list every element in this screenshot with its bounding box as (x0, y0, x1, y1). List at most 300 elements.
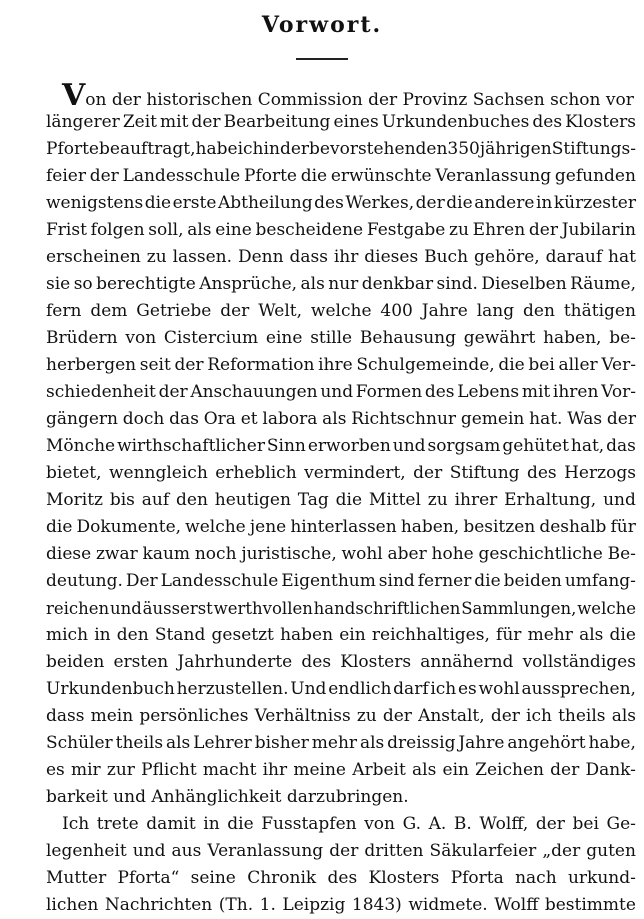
word: darauf (545, 247, 603, 267)
word: der (382, 706, 412, 726)
word: erworben (307, 436, 391, 456)
word: vollständiges (522, 652, 636, 672)
word: bei (572, 814, 599, 834)
text-line (46, 244, 636, 271)
word: angehört (507, 733, 586, 753)
word: des (526, 463, 557, 483)
word: mich (46, 625, 89, 645)
word: Vor- (601, 382, 636, 402)
word: Verhältniss (254, 706, 351, 726)
word: Formen (355, 382, 423, 402)
word: noch (194, 544, 237, 564)
page-title: Vorwort. (261, 12, 383, 38)
word: dass (289, 247, 328, 267)
word: hat. (529, 409, 563, 429)
word: ihren (552, 382, 599, 402)
word: thätigen (563, 301, 636, 321)
word: zwar (95, 544, 138, 564)
word: zu (146, 247, 167, 267)
word: beiden (503, 571, 562, 591)
word: sie (46, 274, 71, 294)
text-line (46, 838, 636, 865)
text-line (46, 352, 636, 379)
word: Landesschule (122, 166, 241, 186)
word: Mönche (46, 436, 116, 456)
word: der (174, 355, 204, 375)
word: und (320, 382, 354, 402)
word: und (110, 599, 142, 618)
preface-body (46, 82, 636, 919)
word: theils (558, 706, 606, 726)
word: und (392, 436, 426, 456)
word: hat, (570, 436, 605, 456)
word: Räume, (570, 274, 636, 294)
word: Stand (154, 625, 206, 645)
word: G. (402, 814, 421, 834)
word: sorgsam (427, 436, 501, 456)
word: gesetzt (211, 625, 274, 645)
text-line (46, 676, 636, 703)
word: wohl (478, 679, 520, 699)
word: Ansprüche, (199, 274, 298, 294)
word: gängern (46, 409, 118, 429)
word: fern (46, 301, 82, 321)
word: 1. (259, 895, 276, 915)
word: der (89, 166, 119, 186)
word: kaum (142, 544, 191, 564)
word: den (176, 490, 208, 510)
word: äusserst (142, 599, 213, 618)
word: Dokumente, (76, 517, 182, 537)
word: zu (427, 490, 448, 510)
word: zu (356, 706, 377, 726)
word: der (279, 139, 310, 159)
word: Lebens (457, 382, 520, 402)
word: schiedenheit (46, 382, 156, 402)
text-line: barkeit und Anhänglichkeit darzubringen. (46, 787, 409, 807)
word: Jahre (458, 733, 505, 753)
word: von (364, 814, 395, 834)
word: Landesschule (160, 571, 279, 591)
word: theils (115, 733, 164, 753)
word: zur (106, 760, 135, 780)
word: Getriebe (136, 301, 212, 321)
word: herbergen (46, 355, 137, 375)
word: als (300, 274, 325, 294)
text-line (46, 460, 636, 487)
word: aber (387, 544, 427, 564)
word: ersten (113, 652, 169, 672)
word: Cistercium (163, 328, 259, 348)
word: dieses (364, 247, 419, 267)
text-line (46, 622, 636, 649)
word: in (203, 814, 220, 834)
word: ein (442, 760, 469, 780)
word: ferner (417, 571, 472, 591)
word: Anstalt, (418, 706, 485, 726)
text-line (46, 271, 636, 298)
word: der (413, 463, 443, 483)
word: Mutter (46, 868, 107, 888)
word: es (46, 760, 65, 780)
word: Veranlassung (207, 841, 324, 861)
word: als (412, 760, 437, 780)
word: jene (249, 517, 287, 537)
word: Nachrichten (104, 895, 213, 915)
word: reichen (46, 599, 110, 618)
word: soll, (148, 220, 184, 240)
text-line (46, 325, 636, 352)
word: hat (608, 247, 636, 267)
word: gefunden (554, 166, 636, 186)
word: haben (280, 625, 334, 645)
word: bescheidene (255, 220, 364, 240)
word: der (606, 409, 636, 429)
word: des (327, 868, 358, 888)
word: nach (515, 868, 557, 888)
word: Ver- (601, 355, 636, 375)
word: ihrer (454, 490, 498, 510)
word: Frist (46, 220, 87, 240)
word: mit (160, 112, 189, 132)
word: wirthschaftlicher (117, 436, 265, 456)
word: wohl (341, 544, 383, 564)
word: 400 (380, 301, 413, 321)
word: mehr (311, 733, 358, 753)
word: Ge- (606, 814, 636, 834)
word: der (528, 220, 558, 240)
word: Reformation (207, 355, 315, 375)
word: ich (526, 706, 552, 726)
word: denkbar (361, 274, 434, 294)
word: aus (171, 841, 202, 861)
word: der (220, 301, 250, 321)
word: erste (172, 193, 217, 213)
word: Schüler (46, 733, 113, 753)
word: Fusstapfen (261, 814, 357, 834)
word: Pforta (450, 868, 504, 888)
text-line (46, 298, 636, 325)
word: bisher (254, 733, 309, 753)
word: Welt, (258, 301, 303, 321)
text-line (46, 703, 636, 730)
word: besitzen (463, 517, 536, 537)
word: Festgabe (366, 220, 446, 240)
word: eine (215, 220, 252, 240)
text-line (46, 865, 636, 892)
word: Klosters (340, 652, 412, 672)
word: beiden (46, 652, 105, 672)
word: der (535, 814, 565, 834)
word: die (446, 193, 473, 213)
word: eines (333, 112, 379, 132)
word: hohe (431, 544, 474, 564)
word: sind. (436, 274, 478, 294)
word: Zeit (122, 112, 157, 132)
word: als (579, 625, 604, 645)
word: doch (122, 409, 165, 429)
word: die (474, 571, 501, 591)
word: andere (474, 193, 535, 213)
word: Der (125, 571, 158, 591)
word: als (611, 706, 636, 726)
word: ihre (318, 355, 353, 375)
word: Werkes, (345, 193, 415, 213)
text-line (46, 595, 636, 622)
text-line (46, 811, 636, 838)
text-line (46, 487, 636, 514)
word: Moritz (46, 490, 103, 510)
word: be- (609, 328, 636, 348)
text-line (46, 541, 636, 568)
word: urkund- (567, 868, 636, 888)
word: als (322, 409, 347, 429)
word: et (240, 409, 258, 429)
word: Richtschnur (351, 409, 457, 429)
word: bis (109, 490, 135, 510)
word: Ich (62, 814, 90, 834)
word: der (158, 382, 188, 402)
word: folgen (90, 220, 145, 240)
word: auf (141, 490, 170, 510)
word: (Th. (218, 895, 254, 915)
text-line (46, 163, 636, 190)
word: ich (237, 139, 264, 159)
word: mehr (527, 625, 573, 645)
word: werthvollen (213, 599, 313, 618)
word: Tag (297, 490, 329, 510)
text-line (46, 892, 636, 919)
word: Bearbeitung (223, 112, 331, 132)
word: Erhaltung, (504, 490, 597, 510)
drop-cap: V (62, 82, 86, 109)
word: die (609, 625, 636, 645)
word: der (191, 112, 221, 132)
word: die (46, 517, 73, 537)
word: umfang- (564, 571, 636, 591)
word: Pforte (244, 166, 297, 186)
word: kürzester (553, 193, 636, 213)
word: heutigen (214, 490, 291, 510)
word: widmete. (408, 895, 488, 915)
word: den (116, 625, 149, 645)
word: nur (328, 274, 359, 294)
word: dem (90, 301, 128, 321)
word: hinterlassen (290, 517, 397, 537)
word: des (424, 382, 455, 402)
word: den (523, 301, 555, 321)
word: Jubilarin (561, 220, 636, 240)
word: stille (310, 328, 353, 348)
word: ihr (262, 760, 288, 780)
word: des (532, 112, 563, 132)
word: Pforte (46, 139, 99, 159)
word: diese (46, 544, 92, 564)
line-text: on der historischen Commission der Provinz Sachsen schon vor (85, 90, 634, 109)
word: reichhaltiges, (371, 625, 490, 645)
word: Abtheilung (217, 193, 313, 213)
word: gewährt (463, 328, 536, 348)
word: macht (202, 760, 257, 780)
word: bei (528, 355, 555, 375)
word: dritten (364, 841, 424, 861)
word: Säkularfeier (429, 841, 537, 861)
word: annähernd (420, 652, 514, 672)
word: bevorstehenden (309, 139, 448, 159)
word: Be- (607, 544, 636, 564)
paragraph-2 (46, 811, 636, 919)
text-line (46, 379, 636, 406)
word: der (490, 706, 520, 726)
word: beauftragt, (99, 139, 196, 159)
word: aussprechen, (521, 679, 636, 699)
word: Dank- (585, 760, 636, 780)
word: der (329, 841, 359, 861)
word: labora (262, 409, 318, 429)
word: das (169, 409, 199, 429)
word: Pforta“ (117, 868, 180, 888)
word: seit (139, 355, 171, 375)
word: aller (558, 355, 598, 375)
text-line (46, 757, 636, 784)
first-line-text (62, 82, 634, 109)
word: herzustellen. (176, 679, 289, 699)
word: Wolff (494, 895, 539, 915)
word: deutung. (46, 571, 123, 591)
word: deshalb (539, 517, 607, 537)
word: Anschauungen (190, 382, 318, 402)
word: sind (378, 571, 415, 591)
word: welche (185, 517, 246, 537)
word: vermindert, (304, 463, 406, 483)
word: Wolff, (479, 814, 529, 834)
word: in (263, 139, 280, 159)
word: 1843) (351, 895, 402, 915)
word: ich (430, 679, 457, 699)
word: mein (90, 706, 134, 726)
word: feier (46, 166, 86, 186)
word: Und (290, 679, 327, 699)
word: welche (577, 599, 636, 618)
word: mit (521, 382, 551, 402)
word: die (300, 166, 328, 186)
word: wenigstens (46, 193, 144, 213)
word: Urkundenbuches (381, 112, 530, 132)
word: Eigenthum (281, 571, 376, 591)
word: Lehrer (193, 733, 252, 753)
word: die (144, 193, 172, 213)
text-line (46, 649, 636, 676)
word: geschichtliche (478, 544, 603, 564)
word: von (125, 328, 157, 348)
word: die (335, 490, 363, 510)
word: Mittel (368, 490, 421, 510)
word: habe (195, 139, 238, 159)
word: Schulgemeinde, (356, 355, 495, 375)
word: dreissig (387, 733, 456, 753)
word: ihr (333, 247, 359, 267)
word: dass (46, 706, 85, 726)
text-line (46, 136, 636, 163)
word: wenngleich (108, 463, 208, 483)
word: Zeichen (475, 760, 544, 780)
word: Denn (237, 247, 284, 267)
word: handschriftlichen (313, 599, 461, 618)
word: seine (190, 868, 236, 888)
word: welche (310, 301, 372, 321)
word: meine (293, 760, 346, 780)
text-line (46, 730, 636, 757)
word: Buch (424, 247, 469, 267)
word: Stiftung (449, 463, 520, 483)
word: Leipzig (282, 895, 346, 915)
text-line (46, 406, 636, 433)
word: als (187, 220, 212, 240)
text-line (46, 109, 636, 136)
word: es (458, 679, 477, 699)
title-divider (296, 58, 348, 60)
word: als (359, 733, 385, 753)
word: persönliches (139, 706, 249, 726)
text-line (46, 433, 636, 460)
word: Urkundenbuch (46, 679, 175, 699)
word: Brüdern (46, 328, 118, 348)
word: 350jährigen (447, 139, 552, 159)
word: Klosters (368, 868, 440, 888)
word: erwünschte (330, 166, 432, 186)
word: Sammlungen, (461, 599, 577, 618)
word: Stiftungs- (551, 139, 636, 159)
word: Chronik (247, 868, 317, 888)
word: des (314, 193, 344, 213)
word: erscheinen (46, 247, 141, 267)
word: Dieselben (481, 274, 567, 294)
word: zu (449, 220, 469, 240)
word: B. (453, 814, 472, 834)
word: „der (542, 841, 581, 861)
word: und (603, 490, 636, 510)
text-line (46, 514, 636, 541)
text-line (46, 217, 636, 244)
word: haben, (400, 517, 460, 537)
word: Veranlassung (435, 166, 552, 186)
word: Jahre (421, 301, 468, 321)
word: guten (586, 841, 636, 861)
word: endlich (328, 679, 392, 699)
word: Pflicht (141, 760, 197, 780)
word: mir (71, 760, 101, 780)
word: so (73, 274, 93, 294)
word: lichen (46, 895, 99, 915)
word: darf (393, 679, 429, 699)
word: gehütet (502, 436, 569, 456)
word: lassen. (172, 247, 233, 267)
word: Klosters (565, 112, 636, 132)
word: Was (567, 409, 603, 429)
word: haben, (543, 328, 602, 348)
word: für (496, 625, 522, 645)
word: eine (265, 328, 303, 348)
word: trete (96, 814, 139, 834)
word: Sinn (266, 436, 306, 456)
word: juristische, (241, 544, 337, 564)
word: damit (146, 814, 196, 834)
text-line (46, 82, 636, 109)
word: gemein (460, 409, 525, 429)
word: Behausung (359, 328, 456, 348)
word: als (165, 733, 191, 753)
word: lang (476, 301, 515, 321)
